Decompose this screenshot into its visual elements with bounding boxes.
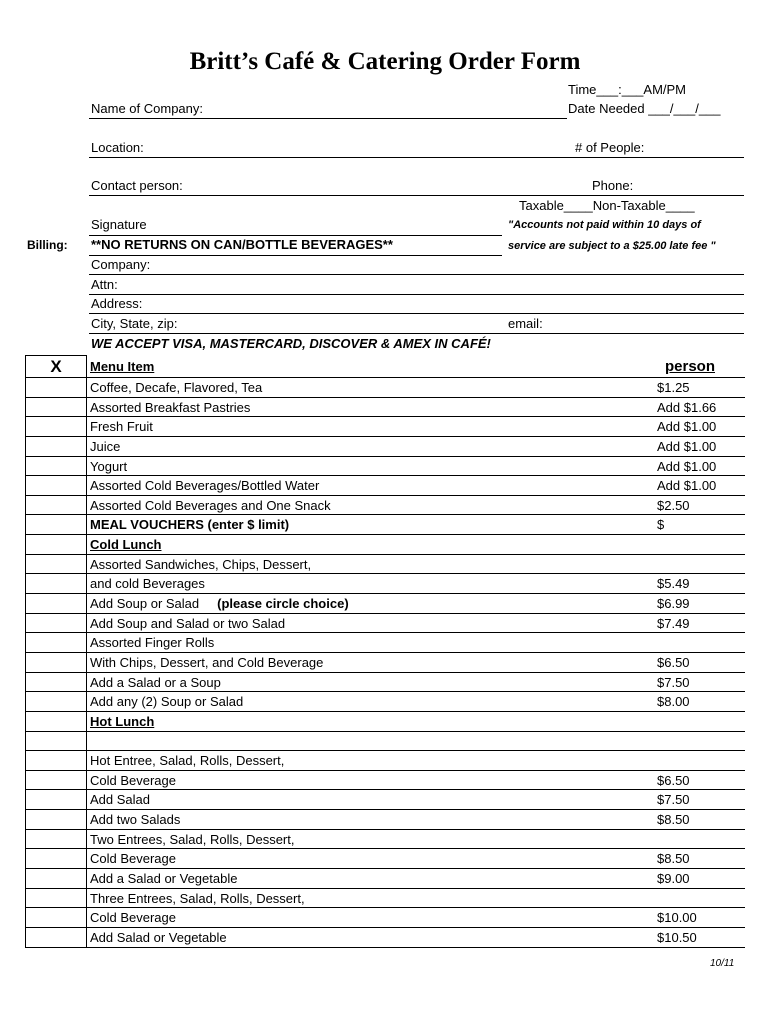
order-checkbox-cell[interactable]: [25, 378, 87, 398]
menu-item-label: Coffee, Decafe, Flavored, Tea: [90, 380, 263, 395]
attn-label: Attn:: [91, 277, 118, 292]
table-row: [25, 849, 745, 869]
phone-label: Phone:: [592, 178, 634, 193]
menu-item-label: Yogurt: [90, 458, 128, 474]
menu-item-price: $7.50: [657, 674, 690, 690]
menu-item-label: Three Entrees, Salad, Rolls, Dessert,: [90, 890, 305, 906]
menu-item-price: $7.49: [657, 615, 690, 631]
menu-item-price: Add $1.00: [657, 438, 717, 454]
contact-line[interactable]: [89, 195, 744, 196]
menu-item-label: Fresh Fruit: [90, 419, 153, 435]
menu-item-cell: [87, 712, 745, 732]
order-checkbox-cell[interactable]: [25, 712, 87, 732]
order-checkbox-cell[interactable]: [25, 908, 87, 928]
menu-item-label: Cold Beverage: [90, 910, 176, 926]
order-checkbox-cell[interactable]: [25, 535, 87, 555]
table-row: [25, 751, 745, 771]
name-of-company-label: Name of Company:: [91, 101, 203, 116]
order-checkbox-cell[interactable]: [25, 417, 87, 437]
menu-item-label: Hot Entree, Salad, Rolls, Dessert,: [90, 753, 285, 769]
table-row: [25, 712, 745, 732]
order-checkbox-cell[interactable]: [25, 889, 87, 909]
table-row: [25, 653, 745, 673]
menu-item-price: Add $1.00: [657, 419, 717, 435]
menu-item-header: [87, 355, 745, 378]
billing-label: Billing:: [27, 238, 68, 252]
menu-item-label: Add Salad: [90, 792, 150, 808]
menu-item-cell: [87, 633, 745, 653]
menu-item-label: Cold Lunch: [90, 537, 162, 553]
table-row: [25, 810, 745, 830]
table-row: [25, 692, 745, 712]
menu-item-label: Add two Salads: [90, 812, 181, 828]
order-checkbox-cell[interactable]: [25, 751, 87, 771]
menu-item-price: $10.00: [657, 910, 697, 926]
menu-item-cell: [87, 771, 745, 791]
menu-item-cell: [87, 535, 745, 555]
menu-item-cell: [87, 594, 745, 614]
menu-item-price: $9.00: [657, 871, 690, 887]
order-checkbox-cell[interactable]: [25, 849, 87, 869]
order-checkbox-cell[interactable]: [25, 771, 87, 791]
order-checkbox-cell[interactable]: [25, 496, 87, 516]
order-checkbox-cell[interactable]: [25, 673, 87, 693]
billing-company-line[interactable]: [89, 274, 744, 275]
no-returns-note: **NO RETURNS ON CAN/BOTTLE BEVERAGES**: [91, 237, 393, 252]
table-row: [25, 869, 745, 889]
table-row: [25, 928, 745, 948]
order-table: [25, 355, 745, 948]
table-row: [25, 889, 745, 909]
menu-item-label: Add Soup and Salad or two Salad: [90, 615, 286, 631]
menu-item-cell: [87, 751, 745, 771]
order-checkbox-cell[interactable]: [25, 869, 87, 889]
location-line[interactable]: [89, 157, 744, 158]
menu-item-label: Assorted Sandwiches, Chips, Dessert,: [90, 556, 312, 572]
menu-item-price: $6.50: [657, 772, 690, 788]
order-checkbox-cell[interactable]: [25, 810, 87, 830]
menu-item-cell: [87, 653, 745, 673]
menu-item-cell: [87, 437, 745, 457]
payment-note: WE ACCEPT VISA, MASTERCARD, DISCOVER & AMEX IN CAFÉ!: [91, 336, 491, 351]
menu-item-label: Assorted Finger Rolls: [90, 635, 215, 651]
menu-item-cell: [87, 614, 745, 634]
order-checkbox-cell[interactable]: [25, 614, 87, 634]
menu-item-cell: [87, 810, 745, 830]
menu-item-label: MEAL VOUCHERS (enter $ limit): [90, 517, 290, 533]
menu-item-cell: [87, 928, 745, 948]
billing-company-label: Company:: [91, 257, 151, 272]
menu-item-cell: [87, 515, 745, 535]
attn-line[interactable]: [89, 294, 744, 295]
menu-item-cell: [87, 476, 745, 496]
order-checkbox-cell[interactable]: [25, 437, 87, 457]
menu-item-price: $: [657, 517, 665, 533]
menu-item-price: Add $1.00: [657, 458, 717, 474]
menu-item-cell: [87, 496, 745, 516]
address-label: Address:: [91, 296, 143, 311]
contact-person-label: Contact person:: [91, 178, 183, 193]
num-people-label: # of People:: [575, 140, 645, 155]
page-title: Britt’s Café & Catering Order Form: [189, 48, 581, 75]
location-label: Location:: [91, 140, 144, 155]
menu-item-label: Assorted Cold Beverages/Bottled Water: [90, 478, 320, 494]
time-field[interactable]: Time___:___AM/PM: [568, 82, 687, 97]
table-row: [25, 555, 745, 575]
menu-item-label: Add Salad or Vegetable: [90, 929, 227, 945]
table-row: [25, 417, 745, 437]
menu-item-cell: [87, 574, 745, 594]
menu-item-cell: [87, 869, 745, 889]
menu-item-cell: [87, 457, 745, 477]
menu-item-price: $8.00: [657, 694, 690, 710]
menu-item-price: $7.50: [657, 792, 690, 808]
menu-item-price: $5.49: [657, 576, 690, 592]
menu-item-price: Add $1.00: [657, 478, 717, 494]
menu-item-label: and cold Beverages: [90, 576, 205, 592]
menu-item-price: $1.25: [657, 380, 690, 395]
menu-item-cell: [87, 732, 745, 752]
late-fee-note-1: "Accounts not paid within 10 days of: [508, 219, 701, 231]
city-state-zip-label: City, State, zip:: [91, 316, 178, 331]
table-row: [25, 830, 745, 850]
date-needed-field[interactable]: Date Needed ___/___/___: [568, 101, 721, 116]
menu-item-cell: [87, 673, 745, 693]
menu-item-note: (please circle choice): [217, 596, 349, 612]
form-version: 10/11: [710, 958, 735, 969]
menu-item-price: $10.50: [657, 929, 697, 945]
menu-item-price: $8.50: [657, 851, 690, 867]
menu-item-label: Hot Lunch: [90, 713, 155, 729]
menu-item-cell: [87, 417, 745, 437]
menu-item-cell: [87, 889, 745, 909]
table-row: [25, 515, 745, 535]
no-returns-line: [89, 255, 502, 256]
order-checkbox-cell[interactable]: [25, 732, 87, 752]
order-checkbox-cell[interactable]: [25, 555, 87, 575]
order-checkbox-cell[interactable]: [25, 830, 87, 850]
table-row: [25, 476, 745, 496]
menu-item-cell: [87, 398, 745, 418]
menu-item-label: Cold Beverage: [90, 851, 176, 867]
menu-item-label: Assorted Breakfast Pastries: [90, 399, 251, 415]
city-line[interactable]: [89, 333, 744, 334]
menu-item-label: Cold Beverage: [90, 772, 176, 788]
menu-item-price: $2.50: [657, 497, 690, 513]
menu-item-price: $8.50: [657, 812, 690, 828]
menu-item-price: $6.99: [657, 596, 690, 612]
table-row: [25, 437, 745, 457]
taxable-field[interactable]: Taxable____Non-Taxable____: [519, 198, 695, 213]
order-checkbox-cell[interactable]: [25, 790, 87, 810]
table-row: [25, 594, 745, 614]
address-line[interactable]: [89, 313, 744, 314]
menu-item-label: Add Soup or Salad: [90, 596, 200, 612]
table-row: [25, 378, 745, 398]
signature-label: Signature: [91, 217, 147, 232]
menu-item-cell: [87, 790, 745, 810]
menu-item-label: Add a Salad or a Soup: [90, 674, 221, 690]
menu-item-label: Two Entrees, Salad, Rolls, Dessert,: [90, 831, 295, 847]
table-row: [25, 908, 745, 928]
order-checkbox-cell[interactable]: [25, 633, 87, 653]
table-row: [25, 496, 745, 516]
company-name-line[interactable]: [89, 118, 567, 119]
menu-item-header-label: Menu Item: [90, 359, 155, 374]
table-header: [25, 355, 745, 378]
table-row: [25, 535, 745, 555]
order-checkbox-cell[interactable]: [25, 476, 87, 496]
x-column-header: X: [25, 355, 87, 378]
menu-item-label: Juice: [90, 438, 121, 454]
table-row: [25, 790, 745, 810]
table-row: [25, 673, 745, 693]
order-checkbox-cell[interactable]: [25, 515, 87, 535]
table-row: [25, 732, 745, 752]
table-row: [25, 574, 745, 594]
order-checkbox-cell[interactable]: [25, 692, 87, 712]
menu-item-cell: [87, 692, 745, 712]
menu-item-label: Add a Salad or Vegetable: [90, 871, 238, 887]
table-row: [25, 771, 745, 791]
order-checkbox-cell[interactable]: [25, 457, 87, 477]
price-header: person: [664, 358, 715, 375]
menu-item-cell: [87, 555, 745, 575]
menu-item-price: $6.50: [657, 654, 690, 670]
menu-item-cell: [87, 830, 745, 850]
menu-item-cell: [87, 849, 745, 869]
menu-item-price: Add $1.66: [657, 399, 717, 415]
order-checkbox-cell[interactable]: [25, 928, 87, 948]
order-checkbox-cell[interactable]: [25, 574, 87, 594]
table-row: [25, 457, 745, 477]
menu-item-cell: [87, 908, 745, 928]
menu-item-label: Assorted Cold Beverages and One Snack: [90, 497, 331, 513]
menu-item-label: With Chips, Dessert, and Cold Beverage: [90, 654, 324, 670]
menu-item-cell: [87, 378, 745, 398]
table-row: [25, 633, 745, 653]
order-checkbox-cell[interactable]: [25, 594, 87, 614]
table-row: [25, 614, 745, 634]
email-label: email:: [508, 316, 543, 331]
late-fee-note-2: service are subject to a $25.00 late fee ": [508, 240, 716, 252]
order-checkbox-cell[interactable]: [25, 653, 87, 673]
table-row: [25, 398, 745, 418]
signature-line[interactable]: [89, 235, 502, 236]
menu-item-label: Add any (2) Soup or Salad: [90, 694, 244, 710]
order-checkbox-cell[interactable]: [25, 398, 87, 418]
